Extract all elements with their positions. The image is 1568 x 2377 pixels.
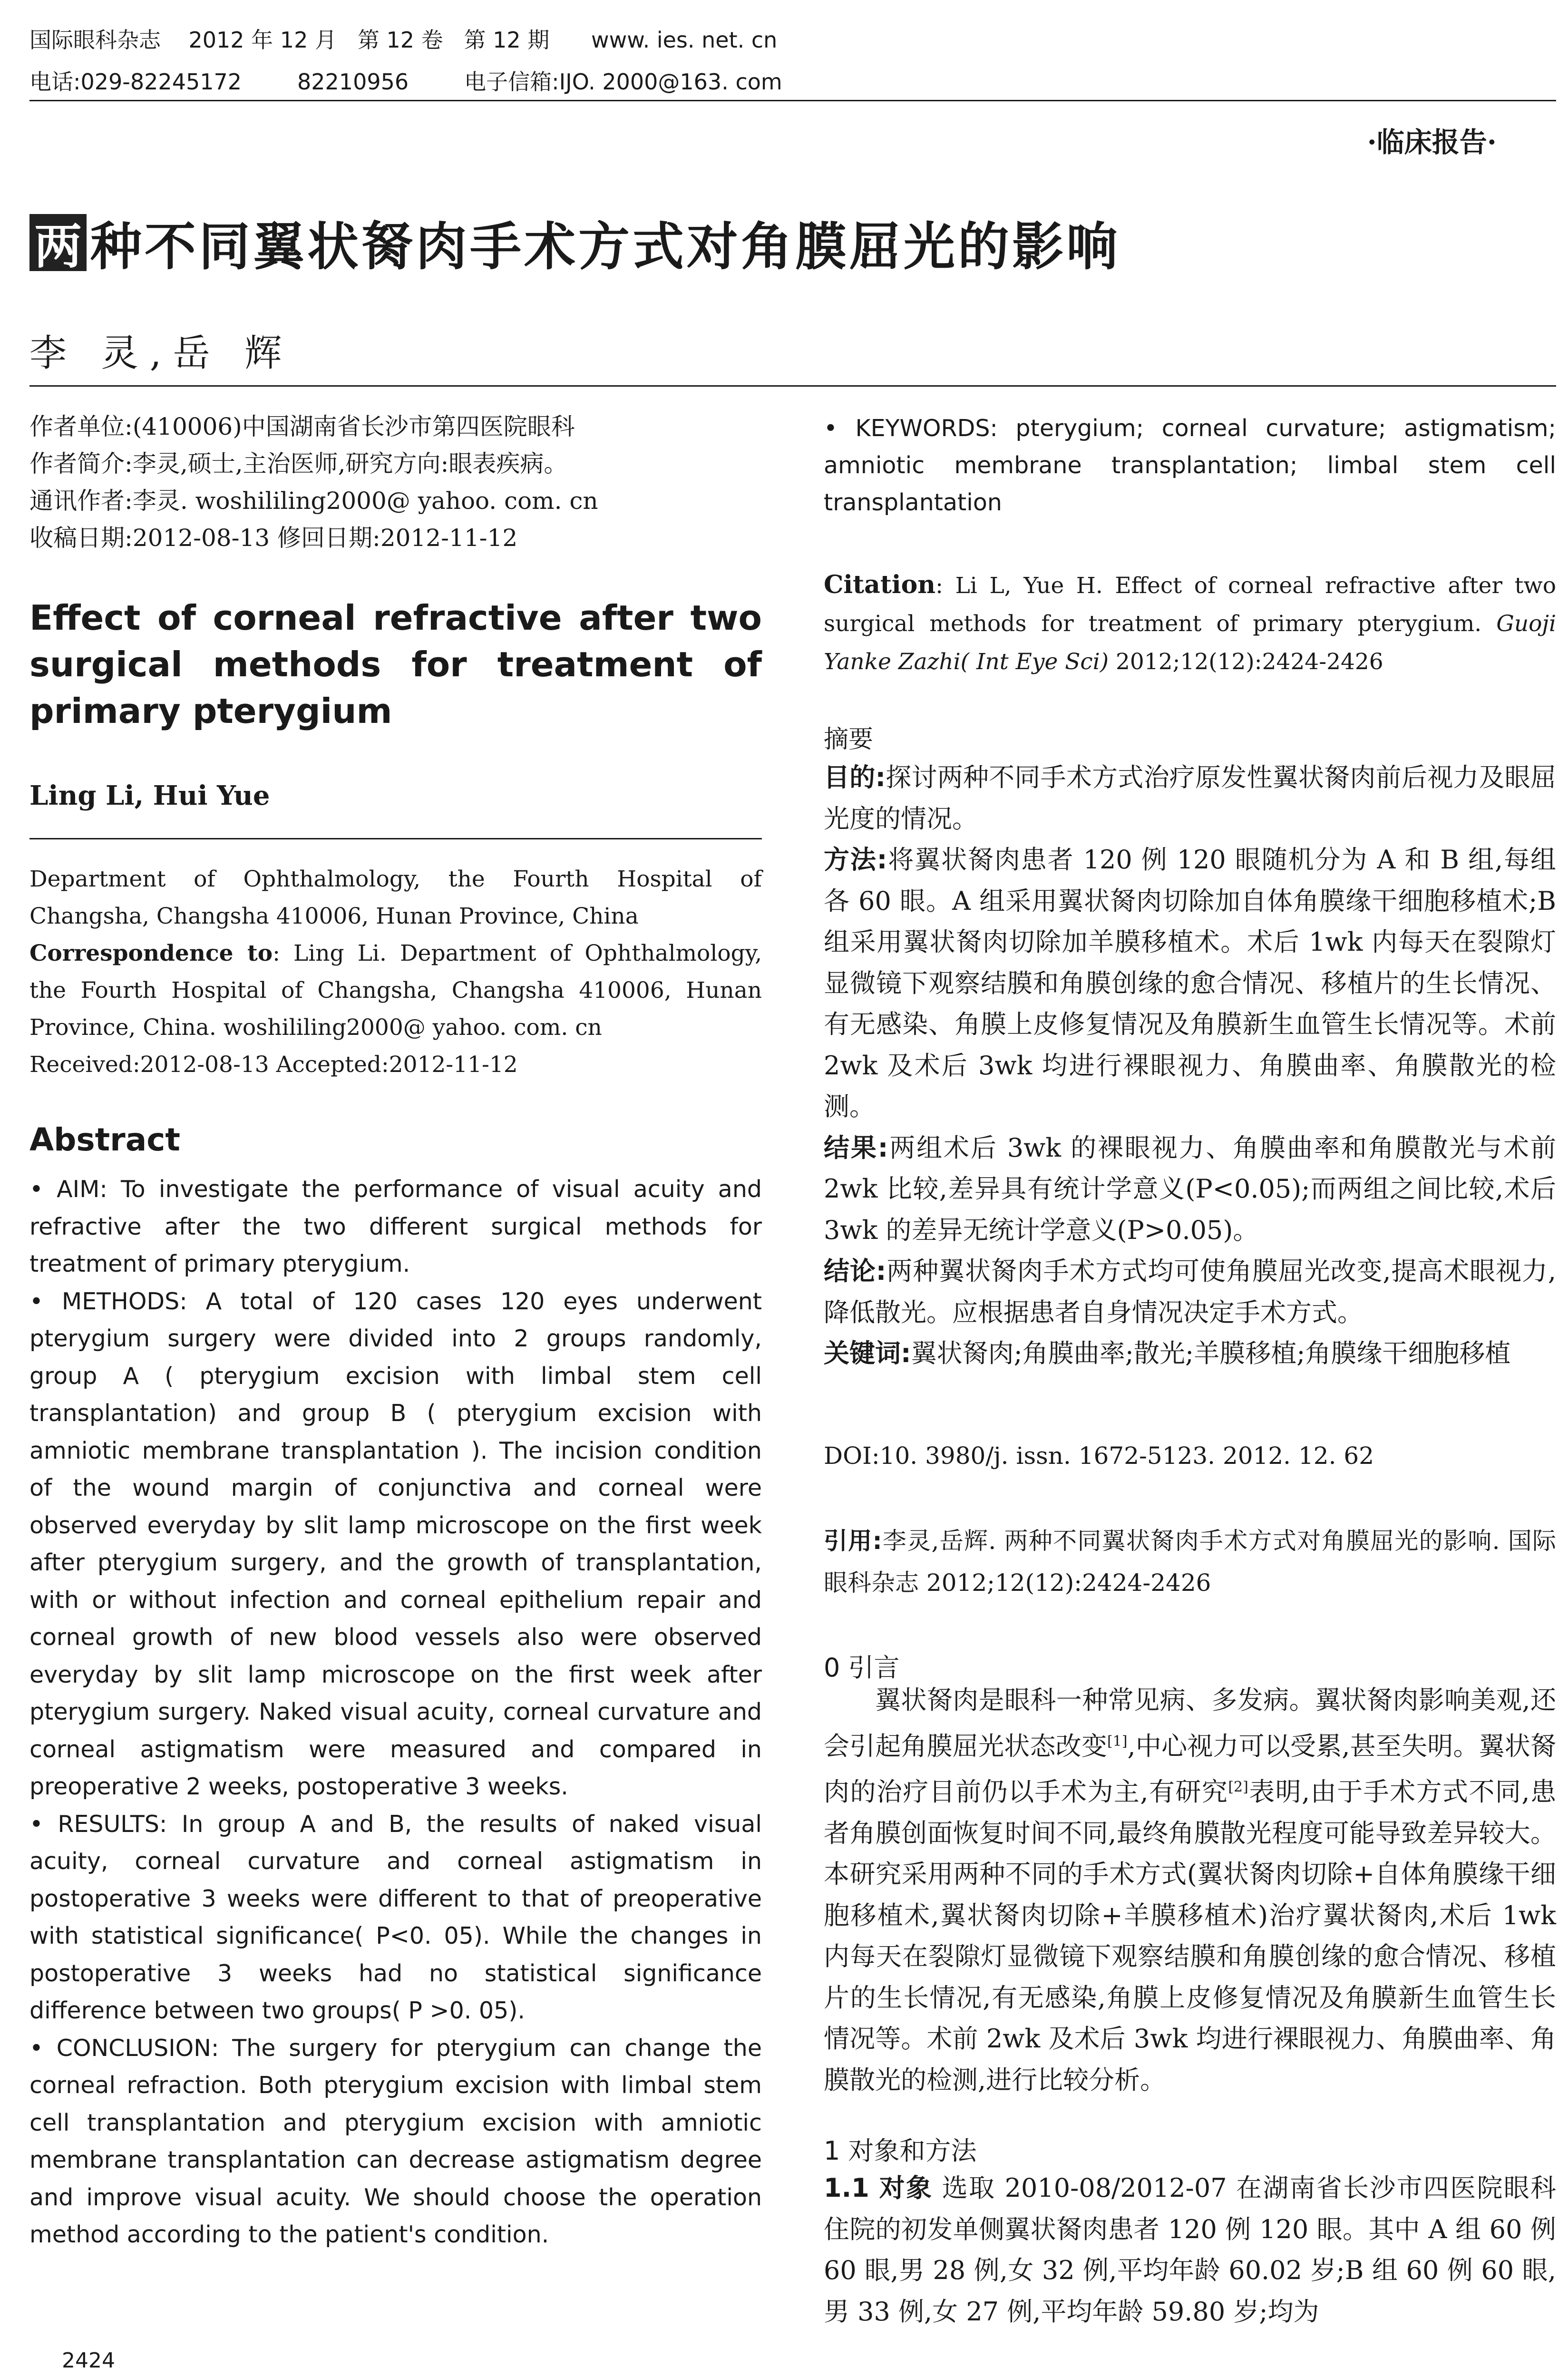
header-rule <box>29 100 1556 101</box>
abstract-results: • RESULTS: In group A and B, the results of naked visual acuity, corneal curvature and corneal astigmatism in postoperative 3 weeks were different to that of preoperative with statistical significance( P<0. 05). While the changes in postoperative 3 weeks had no statistical significance difference between two groups( P >0. 05). <box>29 1810 762 2024</box>
correspondence-text: : Ling Li. Department of Ophthalmology, the Fourth Hospital of Changsha, Changsha 410006, Hunan Province, China. woshililing2000@ yahoo. com. cn <box>29 940 762 1041</box>
authors-chinese: 李 灵,岳 辉 <box>29 332 293 375</box>
affiliation-block <box>29 861 762 1083</box>
ref-2: [2] <box>1228 1779 1248 1795</box>
methods-body: 1.1 对象 选取 2010-08/2012-07 在湖南省长沙市四医院眼科住院的初发单侧翼状胬肉患者 120 例 120 眼。其中 A 组 60 例 60 眼,男 28 例,女 32 例,平均年龄 60.02 岁;B 组 60 例 60 眼,男 33 例,女 27 例,平均年龄 59.80 岁;均为 <box>824 2173 1556 2327</box>
author-bio: 作者简介:李灵,硕士,主治医师,研究方向:眼表疾病。 <box>29 450 568 477</box>
ref-1: [1] <box>1107 1733 1128 1750</box>
english-abstract <box>29 1171 762 2254</box>
journal-header-line-1: 国际眼科杂志 2012 年 12 月 第 12 卷 第 12 期 www. ies. net. cn <box>29 27 778 53</box>
english-authors: Ling Li, Hui Yue <box>29 780 270 811</box>
english-citation <box>824 566 1556 681</box>
article-title <box>29 205 1120 279</box>
citation-text: : Li L, Yue H. Effect of corneal refractive after two surgical methods for treatment of primary pterygium. <box>824 573 1556 637</box>
english-title: Effect of corneal refractive after two surgical methods for treatment of primary pterygium <box>29 598 762 731</box>
cn-cite-text: 李灵,岳辉. 两种不同翼状胬肉手术方式对角膜屈光的影响. 国际眼科杂志 2012;12(12):2424-2426 <box>824 1527 1557 1597</box>
corresponding-author: 通讯作者:李灵. woshililing2000@ yahoo. com. cn <box>29 487 598 515</box>
methods-subheading: 1.1 对象 <box>824 2173 933 2203</box>
cn-abstract-methods: 方法:将翼状胬肉患者 120 例 120 眼随机分为 A 和 B 组,每组各 60 眼。A 组采用翼状胬肉切除加自体角膜缘干细胞移植术;B 组采用翼状胬肉切除加羊膜移植术。术后 1wk 内每天在裂隙灯显微镜下观察结膜和角膜创缘的愈合情况、移植片的生长情况、有无感染、角膜上皮修复情况及角膜新生血管生长情况等。术前 2wk 及术后 3wk 均进行裸眼视力、角膜曲率、角膜散光的检测。 <box>824 845 1556 1121</box>
chinese-abstract-heading: 摘要 <box>824 725 874 754</box>
correspondence <box>29 935 762 1046</box>
cn-abstract-conclusion: 结论:两种翼状胬肉手术方式均可使角膜屈光改变,提高术眼视力,降低散光。应根据患者自身情况决定手术方式。 <box>824 1256 1556 1327</box>
citation-journal: Guoji Yanke Zazhi( Int Eye Sci) <box>824 611 1556 675</box>
authors-rule <box>29 385 1556 387</box>
cn-abstract-objective: 目的:探讨两种不同手术方式治疗原发性翼状胬肉前后视力及眼屈光度的情况。 <box>824 762 1556 834</box>
journal-header-line-2: 电话:029-82245172 82210956 电子信箱:IJO. 2000@163. com <box>29 69 782 95</box>
title-first-char: 两 <box>29 214 87 271</box>
methods-heading: 1 对象和方法 <box>824 2136 977 2166</box>
abstract-methods: • METHODS: A total of 120 cases 120 eyes underwent pterygium surgery were divided into 2 groups randomly, group A ( pterygium excision with limbal stem cell transplantation) and group B ( pterygium excision with amniotic membrane transplantation ). The incision condition of the wound margin of conjunctiva and corneal were observed everyday by slit lamp microscope on the first week after pterygium surgery, and the growth of transplantation, with or without infection and corneal epithelium repair and corneal growth of new blood vessels also were observed everyday by slit lamp microscope on the first week after pterygium surgery. Naked visual acuity, corneal curvature and corneal astigmatism were measured and compared in preoperative 2 weeks, postoperative 3 weeks. <box>29 1287 762 1800</box>
abstract-aim: • AIM: To investigate the performance of visual acuity and refractive after the two different surgical methods for treatment of primary pterygium. <box>29 1176 762 1277</box>
abstract-conclusion: • CONCLUSION: The surgery for pterygium can change the corneal refraction. Both pterygium excision with limbal stem cell transplantation and pterygium excision with amniotic membrane transplantation can decrease astigmatism degree and improve visual acuity. We should choose the operation method according to the patient's condition. <box>29 2034 762 2248</box>
correspondence-label: Correspondence to <box>29 940 273 966</box>
left-column-rule <box>29 838 762 839</box>
cn-cite-label: 引用: <box>824 1527 882 1555</box>
page-number: 2424 <box>62 2348 115 2373</box>
chinese-abstract <box>824 757 1556 1374</box>
affiliation: Department of Ophthalmology, the Fourth Hospital of Changsha, Changsha 410006, Hunan Province, China <box>29 866 762 929</box>
section-tag: ·临床报告· <box>1367 126 1497 158</box>
citation-tail: 2012;12(12):2424-2426 <box>1109 649 1383 675</box>
received-dates: 收稿日期:2012-08-13 修回日期:2012-11-12 <box>29 524 518 552</box>
english-keywords: • KEYWORDS: pterygium; corneal curvature; astigmatism; amniotic membrane transplantation; limbal stem cell transplantation <box>824 415 1556 516</box>
title-text: 种不同翼状胬肉手术方式对角膜屈光的影响 <box>90 217 1121 277</box>
doi: DOI:10. 3980/j. issn. 1672-5123. 2012. 12. 62 <box>824 1442 1374 1470</box>
cn-abstract-keywords: 关键词:翼状胬肉;角膜曲率;散光;羊膜移植;角膜缘干细胞移植 <box>824 1338 1511 1368</box>
author-info <box>29 408 762 556</box>
author-unit: 作者单位:(410006)中国湖南省长沙市第四医院眼科 <box>29 413 575 440</box>
citation-label: Citation <box>824 570 936 599</box>
chinese-citation <box>824 1520 1556 1604</box>
cn-abstract-results: 结果:两组术后 3wk 的裸眼视力、角膜曲率和角膜散光与术前 2wk 比较,差异具有统计学意义(P<0.05);而两组之间比较,术后 3wk 的差异无统计学意义(P>0.05)。 <box>824 1132 1556 1245</box>
intro-heading: 0 引言 <box>824 1653 900 1683</box>
received-accepted: Received:2012-08-13 Accepted:2012-11-12 <box>29 1052 518 1078</box>
intro-body: 翼状胬肉是眼科一种常见病、多发病。翼状胬肉影响美观,还会引起角膜屈光状态改变[1],中心视力可以受累,甚至失明。翼状胬肉的治疗目前仍以手术为主,有研究[2]表明,由于手术方式不同,患者角膜创面恢复时间不同,最终角膜散光程度可能导致差异较大。本研究采用两种不同的手术方式(翼状胬肉切除+自体角膜缘干细胞移植术,翼状胬肉切除+羊膜移植术)治疗翼状胬肉,术后 1wk 内每天在裂隙灯显微镜下观察结膜和角膜创缘的愈合情况、移植片的生长情况,有无感染,角膜上皮修复情况及角膜新生血管生长情况等。术前 2wk 及术后 3wk 均进行裸眼视力、角膜曲率、角膜散光的检测,进行比较分析。 <box>824 1685 1556 2095</box>
abstract-heading: Abstract <box>29 1121 180 1158</box>
